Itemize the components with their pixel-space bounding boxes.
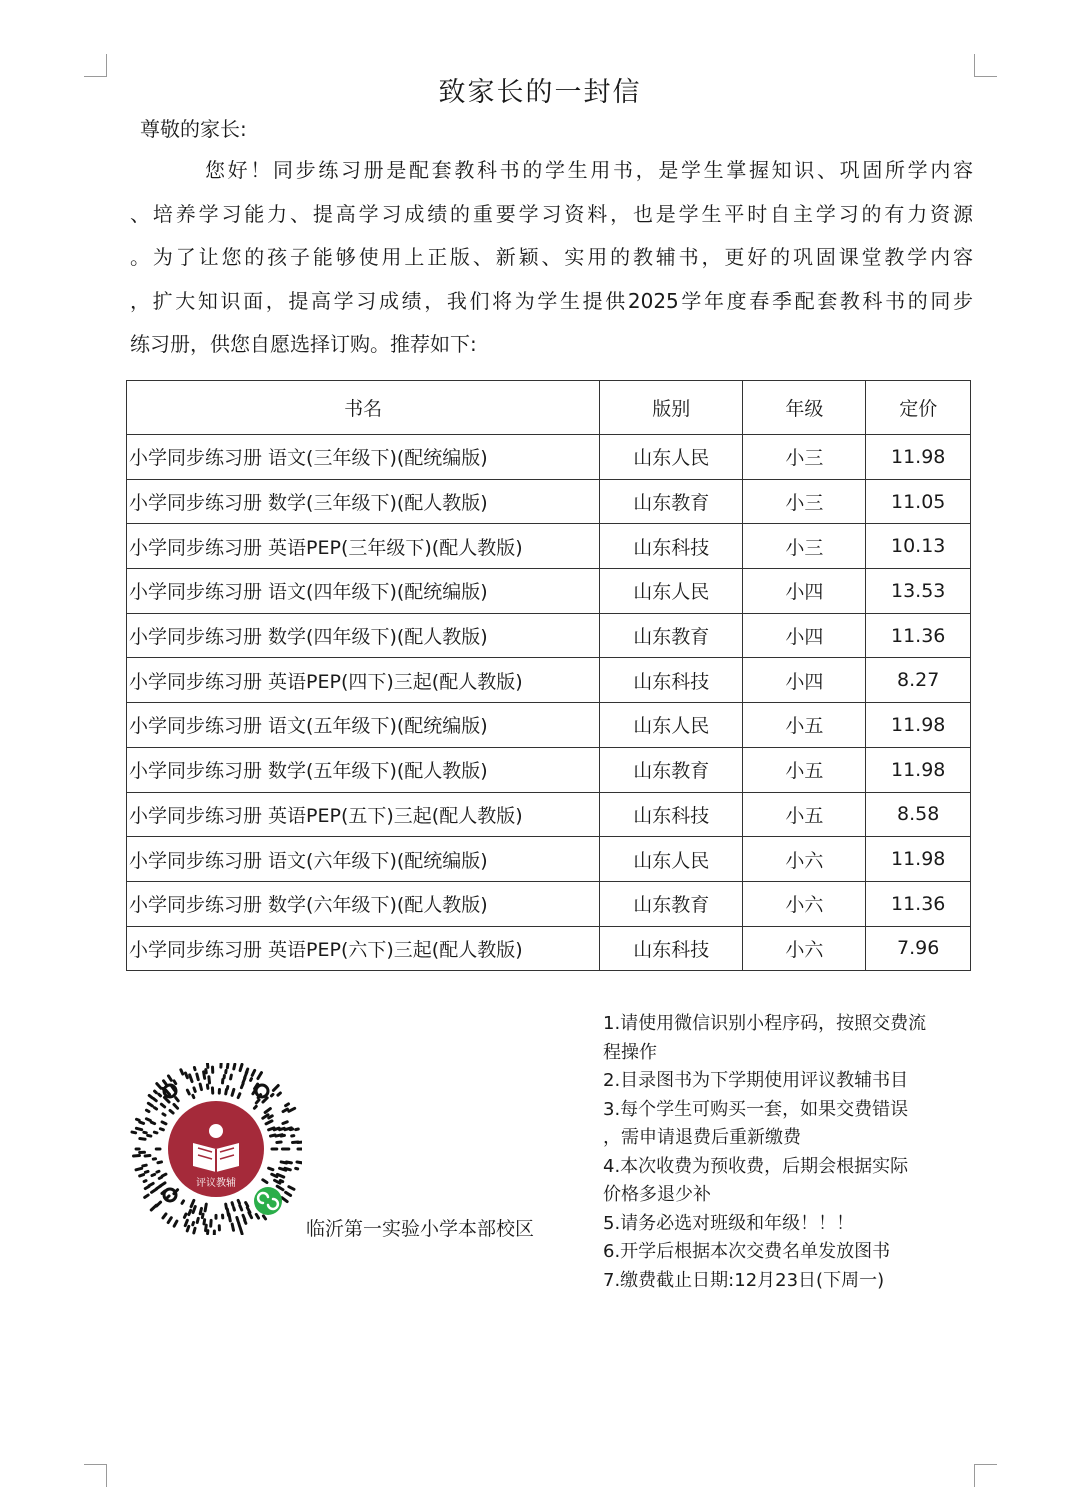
grade-cell: 小六 [743, 837, 866, 882]
mini-program-qr-code[interactable] [130, 1063, 302, 1235]
publisher-cell: 山东科技 [600, 792, 743, 837]
grade-cell: 小六 [743, 926, 866, 971]
table-row [127, 524, 971, 569]
publisher-cell: 山东教育 [600, 881, 743, 926]
table-row [127, 569, 971, 614]
table-row [127, 881, 971, 926]
note-line: 4.本次收费为预收费，后期会根据实际 [603, 1155, 909, 1177]
header-publisher: 版别 [600, 381, 743, 435]
note-line: 3.每个学生可购买一套，如果交费错误 [603, 1098, 909, 1120]
price-cell: 11.98 [866, 703, 971, 748]
table-row [127, 613, 971, 658]
table-row [127, 479, 971, 524]
price-cell: 11.36 [866, 613, 971, 658]
letter-body-line: ，扩大知识面，提高学习成绩，我们将为学生提供2025学年度春季配套教科书的同步 [130, 288, 973, 313]
book-name-cell: 小学同步练习册 语文(三年级下)(配统编版) [127, 435, 600, 480]
grade-cell: 小五 [743, 747, 866, 792]
letter-title: 致家长的一封信 [438, 77, 642, 108]
grade-cell: 小三 [743, 524, 866, 569]
publisher-cell: 山东科技 [600, 658, 743, 703]
price-cell: 8.58 [866, 792, 971, 837]
note-line: 7.缴费截止日期:12月23日(下周一) [603, 1269, 885, 1291]
publisher-cell: 山东科技 [600, 524, 743, 569]
letter-body-line: 。为了让您的孩子能够使用上正版、新颖、实用的教辅书，更好的巩固课堂教学内容 [130, 245, 973, 269]
letter-body-line: 您好！同步练习册是配套教科书的学生用书，是学生掌握知识、巩固所学内容 [205, 158, 973, 182]
price-cell: 11.36 [866, 881, 971, 926]
price-cell: 11.98 [866, 435, 971, 480]
page-corner-mark-bottom-left [84, 1464, 107, 1487]
header-grade: 年级 [743, 381, 866, 435]
note-line: 5.请务必选对班级和年级！！！ [603, 1212, 855, 1234]
book-name-cell: 小学同步练习册 语文(四年级下)(配统编版) [127, 569, 600, 614]
book-name-cell: 小学同步练习册 数学(六年级下)(配人教版) [127, 881, 600, 926]
note-line: 价格多退少补 [603, 1184, 711, 1205]
grade-cell: 小五 [743, 792, 866, 837]
grade-cell: 小三 [743, 435, 866, 480]
table-row [127, 435, 971, 480]
page-corner-mark-bottom-right [974, 1464, 997, 1487]
qr-logo-text: 评议教辅 [196, 1178, 236, 1189]
letter-greeting: 尊敬的家长: [140, 117, 247, 141]
publisher-cell: 山东科技 [600, 926, 743, 971]
grade-cell: 小六 [743, 881, 866, 926]
publisher-cell: 山东人民 [600, 569, 743, 614]
book-name-cell: 小学同步练习册 英语PEP(四下)三起(配人教版) [127, 658, 600, 703]
publisher-cell: 山东人民 [600, 837, 743, 882]
grade-cell: 小四 [743, 613, 866, 658]
header-book-name: 书名 [127, 381, 600, 435]
publisher-cell: 山东人民 [600, 435, 743, 480]
book-name-cell: 小学同步练习册 数学(五年级下)(配人教版) [127, 747, 600, 792]
table-header-row [127, 381, 971, 435]
price-cell: 10.13 [866, 524, 971, 569]
note-line: 6.开学后根据本次交费名单发放图书 [603, 1241, 891, 1262]
price-cell: 11.98 [866, 747, 971, 792]
table-row [127, 703, 971, 748]
grade-cell: 小三 [743, 479, 866, 524]
publisher-cell: 山东教育 [600, 747, 743, 792]
note-line: ，需申请退费后重新缴费 [603, 1127, 801, 1148]
grade-cell: 小四 [743, 658, 866, 703]
letter-body [130, 149, 973, 367]
table-row [127, 747, 971, 792]
price-cell: 7.96 [866, 926, 971, 971]
table-row [127, 837, 971, 882]
note-line: 2.目录图书为下学期使用评议教辅书目 [603, 1070, 909, 1091]
book-list-table [126, 380, 971, 971]
book-name-cell: 小学同步练习册 语文(六年级下)(配统编版) [127, 837, 600, 882]
price-cell: 11.98 [866, 837, 971, 882]
note-line: 程操作 [603, 1041, 657, 1063]
price-cell: 8.27 [866, 658, 971, 703]
payment-notes [603, 1010, 973, 1295]
price-cell: 13.53 [866, 569, 971, 614]
table-row [127, 792, 971, 837]
grade-cell: 小四 [743, 569, 866, 614]
table-row [127, 926, 971, 971]
letter-body-line: 练习册，供您自愿选择订购。推荐如下: [130, 332, 477, 356]
note-line: 1.请使用微信识别小程序码，按照交费流 [603, 1013, 927, 1034]
publisher-cell: 山东教育 [600, 613, 743, 658]
table-row [127, 658, 971, 703]
grade-cell: 小五 [743, 703, 866, 748]
header-price: 定价 [866, 381, 971, 435]
school-name: 临沂第一实验小学本部校区 [306, 1218, 535, 1240]
book-name-cell: 小学同步练习册 英语PEP(六下)三起(配人教版) [127, 926, 600, 971]
price-cell: 11.05 [866, 479, 971, 524]
letter-body-line: 、培养学习能力、提高学习成绩的重要学习资料，也是学生平时自主学习的有力资源 [130, 201, 973, 226]
publisher-cell: 山东人民 [600, 703, 743, 748]
book-name-cell: 小学同步练习册 英语PEP(三年级下)(配人教版) [127, 524, 600, 569]
book-name-cell: 小学同步练习册 语文(五年级下)(配统编版) [127, 703, 600, 748]
book-name-cell: 小学同步练习册 数学(三年级下)(配人教版) [127, 479, 600, 524]
publisher-cell: 山东教育 [600, 479, 743, 524]
book-name-cell: 小学同步练习册 数学(四年级下)(配人教版) [127, 613, 600, 658]
book-name-cell: 小学同步练习册 英语PEP(五下)三起(配人教版) [127, 792, 600, 837]
